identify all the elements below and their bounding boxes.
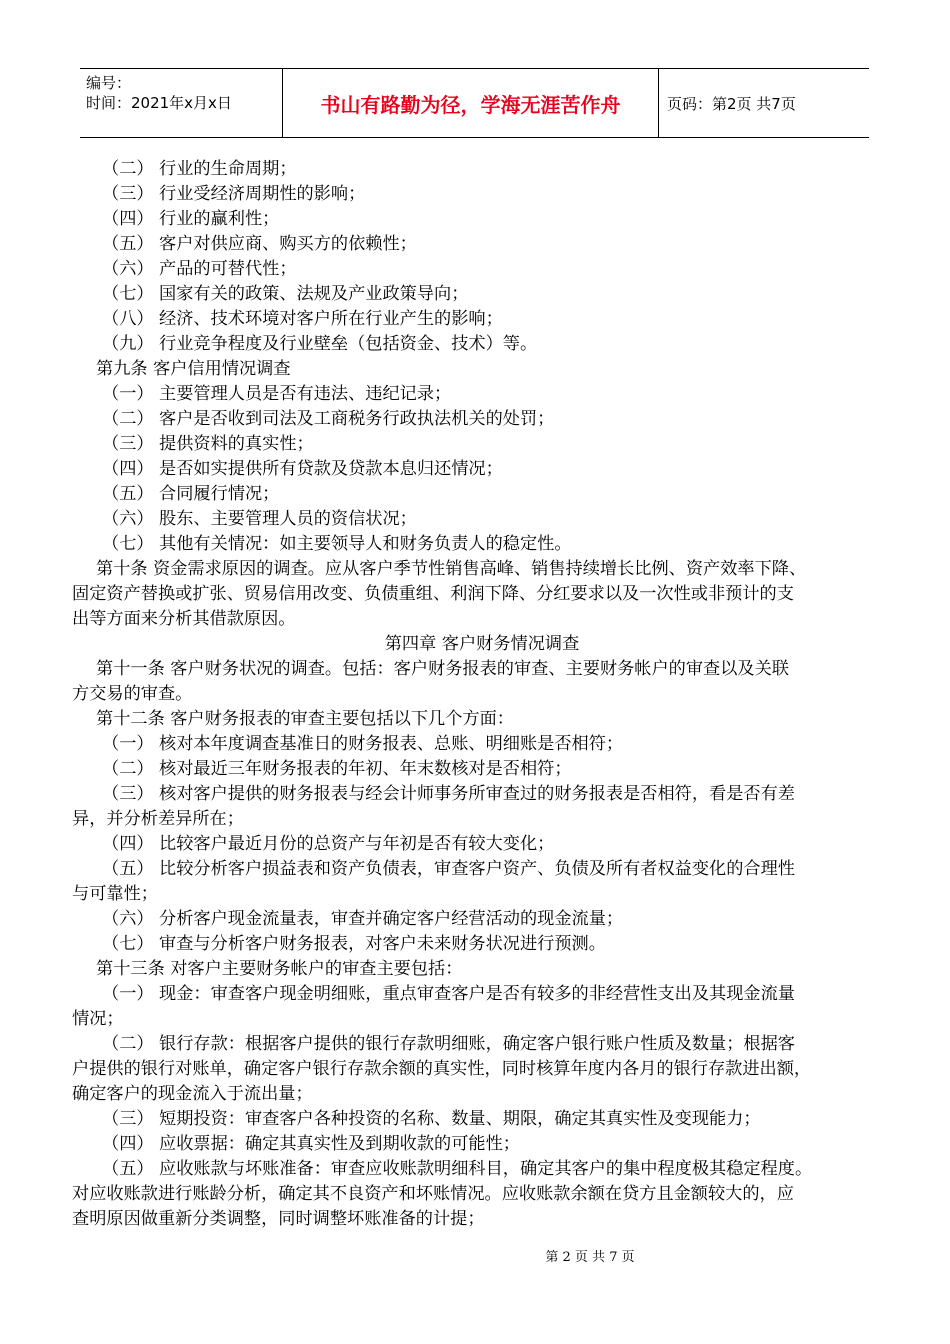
header-motto: 书山有路勤为径，学海无涯苦作舟	[283, 69, 659, 137]
body-line: （四） 是否如实提供所有贷款及贷款本息归还情况；	[102, 459, 503, 479]
body-line: 情况；	[72, 1009, 124, 1029]
body-line: （一） 核对本年度调查基准日的财务报表、总账、明细账是否相符；	[102, 734, 624, 754]
header-page-info: 页码：第2页 共7页	[667, 94, 796, 113]
body-line: 户提供的银行对账单，确定客户银行存款余额的真实性，同时核算年度内各月的银行存款进出额，	[72, 1059, 812, 1079]
body-line: 与可靠性；	[72, 884, 158, 904]
body-line: （五） 合同履行情况；	[102, 484, 280, 504]
body-line: （五） 比较分析客户损益表和资产负债表，审查客户资产、负债及所有者权益变化的合理性	[102, 859, 795, 879]
document-body	[72, 157, 892, 1232]
body-line: （三） 短期投资：审查客户各种投资的名称、数量、期限，确定其真实性及变现能力；	[102, 1109, 761, 1129]
body-line: （二） 银行存款：根据客户提供的银行存款明细账，确定客户银行账户性质及数量；根据客	[102, 1034, 795, 1054]
body-line: （九） 行业竞争程度及行业壁垒（包括资金、技术）等。	[102, 334, 538, 354]
header-meta	[80, 69, 283, 137]
body-line: 第十一条 客户财务状况的调查。包括：客户财务报表的审查、主要财务帐户的审查以及关联	[96, 659, 789, 679]
body-line: （五） 客户对供应商、购买方的依赖性；	[102, 234, 417, 254]
section-heading: 第十二条 客户财务报表的审查主要包括以下几个方面：	[96, 709, 514, 729]
body-line: （三） 核对客户提供的财务报表与经会计师事务所审查过的财务报表是否相符，看是否有差	[102, 784, 795, 804]
body-line: （二） 客户是否收到司法及工商税务行政执法机关的处罚；	[102, 409, 555, 429]
body-line: （七） 审查与分析客户财务报表，对客户未来财务状况进行预测。	[102, 934, 606, 954]
body-line: 异，并分析差异所在；	[72, 809, 244, 829]
body-line: 固定资产替换或扩张、贸易信用改变、负债重组、利润下降、分红要求以及一次性或非预计的支	[72, 584, 794, 604]
body-line: （四） 比较客户最近月份的总资产与年初是否有较大变化；	[102, 834, 555, 854]
body-line: （二） 核对最近三年财务报表的年初、年末数核对是否相符；	[102, 759, 572, 779]
body-line: （二） 行业的生命周期；	[102, 159, 297, 179]
body-line: 对应收账款进行账龄分析，确定其不良资产和坏账情况。应收账款余额在贷方且金额较大的，应	[72, 1184, 794, 1204]
section-heading: 第十三条 对客户主要财务帐户的审查主要包括：	[96, 959, 463, 979]
body-line: 方交易的审查。	[72, 684, 193, 704]
body-line: （八） 经济、技术环境对客户所在行业产生的影响；	[102, 309, 503, 329]
body-line: （六） 分析客户现金流量表，审查并确定客户经营活动的现金流量；	[102, 909, 624, 929]
body-line: （六） 股东、主要管理人员的资信状况；	[102, 509, 417, 529]
body-line: （四） 行业的赢利性；	[102, 209, 280, 229]
body-line: （三） 提供资料的真实性；	[102, 434, 314, 454]
body-line: （五） 应收账款与坏账准备：审查应收账款明细科目，确定其客户的集中程度极其稳定程度。	[102, 1159, 813, 1179]
body-line: （七） 国家有关的政策、法规及产业政策导向；	[102, 284, 469, 304]
body-line: （三） 行业受经济周期性的影响；	[102, 184, 366, 204]
body-line: （七） 其他有关情况：如主要领导人和财务负责人的稳定性。	[102, 534, 572, 554]
body-line: （一） 现金：审查客户现金明细账，重点审查客户是否有较多的非经营性支出及其现金流量	[102, 984, 795, 1004]
body-line: 出等方面来分析其借款原因。	[72, 609, 296, 629]
body-line: （六） 产品的可替代性；	[102, 259, 297, 279]
body-line: （四） 应收票据：确定其真实性及到期收款的可能性；	[102, 1134, 520, 1154]
document-time-label: 时间：2021年x月x日	[86, 94, 232, 112]
page-header	[80, 68, 869, 138]
body-line: 查明原因做重新分类调整，同时调整坏账准备的计提；	[72, 1209, 485, 1229]
chapter-title: 第四章 客户财务情况调查	[384, 634, 580, 654]
body-line: （一） 主要管理人员是否有违法、违纪记录；	[102, 384, 452, 404]
body-line: 第十条 资金需求原因的调查。应从客户季节性销售高峰、销售持续增长比例、资产效率下降、	[96, 559, 807, 579]
document-number-label: 编号：	[86, 74, 132, 92]
page-footer: 第 2 页 共 7 页	[545, 1250, 635, 1265]
body-line: 确定客户的现金流入于流出量；	[72, 1084, 313, 1104]
section-heading: 第九条 客户信用情况调查	[96, 359, 291, 379]
